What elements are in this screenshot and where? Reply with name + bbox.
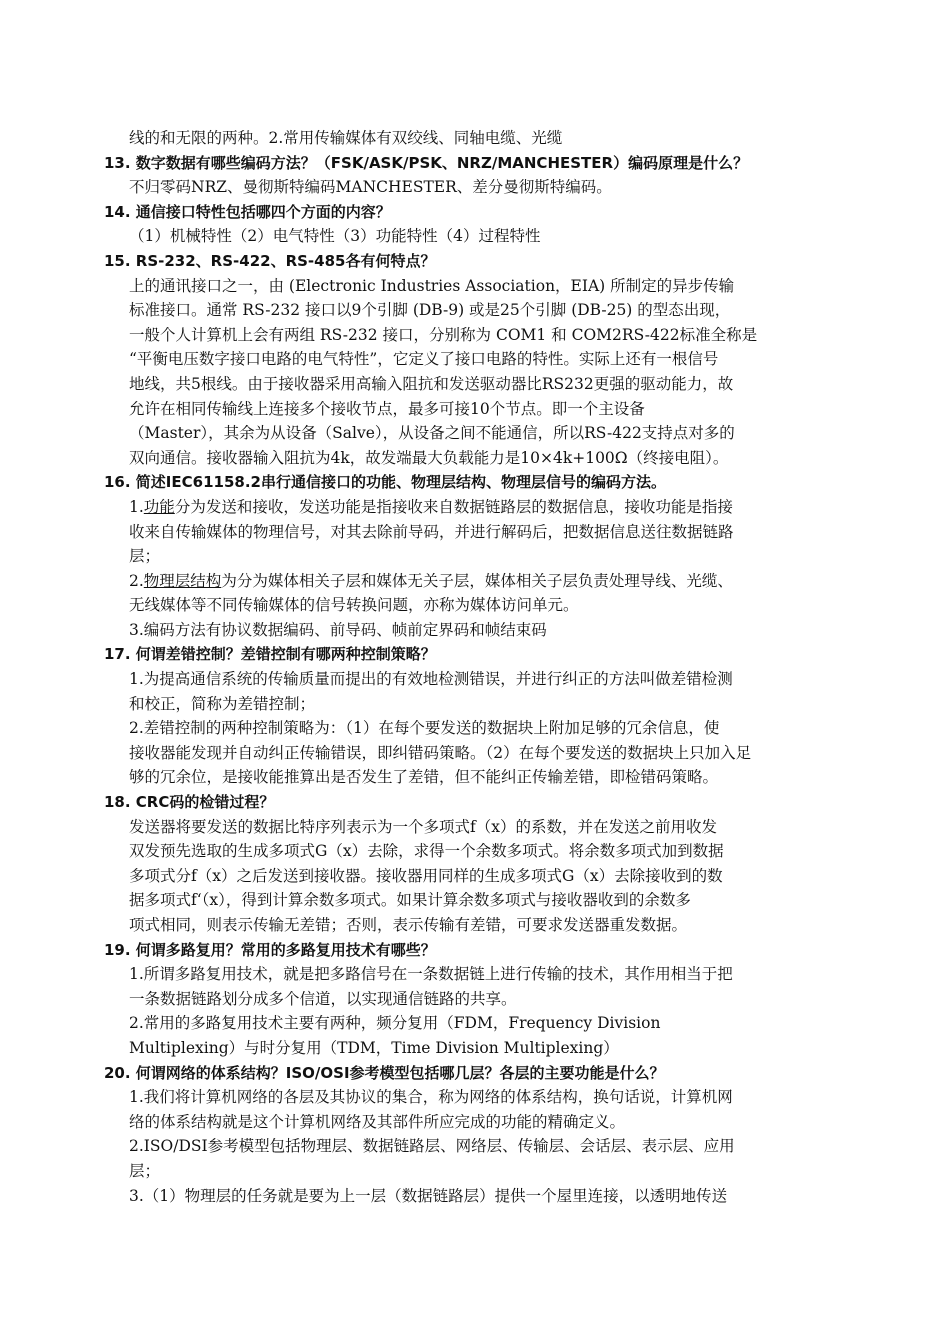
answer-line xyxy=(104,495,878,520)
answer-line: 2.差错控制的两种控制策略为：（1）在每个要发送的数据块上附加足够的冗余信息，使 xyxy=(129,719,720,738)
answer-line: 接收器能发现并自动纠正传输错误，即纠错码策略。（2）在每个要发送的数据块上只加入足 xyxy=(129,743,752,762)
answer-line: 层； xyxy=(129,1161,161,1180)
answer-line: 发送器将要发送的数据比特序列表示为一个多项式f（x）的系数，并在发送之前用收发 xyxy=(129,817,717,836)
underlined-term: 物理层结构 xyxy=(143,571,222,590)
answer-line: （Master），其余为从设备（Salve），从设备之间不能通信，所以RS-422支持点对多的 xyxy=(129,424,735,443)
document-page xyxy=(104,126,878,1208)
answer-line: 一般个人计算机上会有两组 RS-232 接口，分别称为 COM1 和 COM2RS-422标准全称是 xyxy=(129,325,758,344)
answer-line: 1.所谓多路复用技术，就是把多路信号在一条数据链上进行传输的技术，其作用相当于把 xyxy=(129,965,733,984)
answer-line: 无线媒体等不同传输媒体的信号转换问题，亦称为媒体访问单元。 xyxy=(129,596,579,615)
answer-line: 3.编码方法有协议数据编码、前导码、帧前定界码和帧结束码 xyxy=(129,620,547,639)
answer-line xyxy=(104,569,878,594)
question-heading: 17. 何谓差错控制？差错控制有哪两种控制策略？ xyxy=(104,645,436,664)
answer-line: 地线，共5根线。由于接收器采用高输入阻抗和发送驱动器比RS232更强的驱动能力，故 xyxy=(129,374,734,393)
answer-line: 上的通讯接口之一，由 (Electronic Industries Association，EIA) 所制定的异步传输 xyxy=(129,276,735,295)
answer-line: 线的和无限的两种。2.常用传输媒体有双绞线、同轴电缆、光缆 xyxy=(129,129,563,147)
answer-line: 3.（1）物理层的任务就是要为上一层（数据链路层）提供一个屋里连接，以透明地传送 xyxy=(129,1186,728,1205)
answer-line: 一条数据链路划分成多个信道，以实现通信链路的共享。 xyxy=(129,989,517,1008)
answer-line: 络的体系结构就是这个计算机网络及其部件所应完成的功能的精确定义。 xyxy=(129,1112,626,1131)
answer-line: 不归零码NRZ、曼彻斯特编码MANCHESTER、差分曼彻斯特编码。 xyxy=(129,178,612,197)
underlined-term: 功能 xyxy=(143,497,175,516)
question-heading: 20. 何谓网络的体系结构？ISO/OSI参考模型包括哪几层？各层的主要功能是什么？ xyxy=(104,1063,665,1082)
answer-line: 标准接口。通常 RS-232 接口以9个引脚 (DB-9) 或是25个引脚 (DB-25) 的型态出现， xyxy=(129,301,731,320)
answer-line: （1）机械特性（2）电气特性（3）功能特性（4）过程特性 xyxy=(129,227,541,246)
answer-line: 2.ISO/DSI参考模型包括物理层、数据链路层、网络层、传输层、会话层、表示层、应用 xyxy=(129,1137,735,1156)
answer-line: 项式相同，则表示传输无差错；否则，表示传输有差错，可要求发送器重发数据。 xyxy=(129,916,688,934)
question-heading: 15. RS-232、RS-422、RS-485各有何特点？ xyxy=(104,251,436,270)
answer-line: 允许在相同传输线上连接多个接收节点，最多可接10个节点。即一个主设备 xyxy=(129,399,645,418)
question-heading: 14. 通信接口特性包括哪四个方面的内容？ xyxy=(104,202,391,221)
item-number: 1. xyxy=(129,497,144,516)
line-text: 分为发送和接收，发送功能是指接收来自数据链路层的数据信息，接收功能是指接 xyxy=(174,497,733,516)
line-text: 为分为媒体相关子层和媒体无关子层，媒体相关子层负责处理导线、光缆、 xyxy=(221,571,733,590)
answer-line: 2.常用的多路复用技术主要有两种，频分复用（FDM，Frequency Division xyxy=(129,1014,661,1033)
answer-line: 收来自传输媒体的物理信号，对其去除前导码，并进行解码后，把数据信息送往数据链路 xyxy=(129,522,734,541)
answer-line: 据多项式f‘（x），得到计算余数多项式。如果计算余数多项式与接收器收到的余数多 xyxy=(129,891,691,910)
answer-line: “平衡电压数字接口电路的电气特性”，它定义了接口电路的特性。实际上还有一根信号 xyxy=(129,350,719,369)
answer-line: 多项式分f（x）之后发送到接收器。接收器用同样的生成多项式G（x）去除接收到的数 xyxy=(129,866,723,885)
answer-line: 层； xyxy=(129,547,161,566)
answer-line: 1.我们将计算机网络的各层及其协议的集合，称为网络的体系结构，换句话说，计算机网 xyxy=(129,1088,733,1107)
question-heading: 16. 简述IEC61158.2串行通信接口的功能、物理层结构、物理层信号的编码方法。 xyxy=(104,473,666,492)
question-heading: 13. 数字数据有哪些编码方法？（FSK/ASK/PSK、NRZ/MANCHESTER）编码原理是什么？ xyxy=(104,153,749,172)
answer-line: 够的冗余位，是接收能推算出是否发生了差错，但不能纠正传输差错，即检错码策略。 xyxy=(129,768,719,787)
question-heading: 19. 何谓多路复用？常用的多路复用技术有哪些？ xyxy=(104,940,436,959)
answer-line: Multiplexing）与时分复用（TDM，Time Division Multiplexing） xyxy=(129,1038,619,1057)
answer-line: 双向通信。接收器输入阻抗为4k，故发端最大负载能力是10×4k+100Ω（终接电阻）。 xyxy=(129,448,729,467)
item-number: 2. xyxy=(129,571,144,590)
answer-line: 1.为提高通信系统的传输质量而提出的有效地检测错误，并进行纠正的方法叫做差错检测 xyxy=(129,670,733,689)
question-heading: 18. CRC码的检错过程？ xyxy=(104,793,275,812)
answer-line: 双发预先选取的生成多项式G（x）去除，求得一个余数多项式。将余数多项式加到数据 xyxy=(129,842,724,861)
answer-line: 和校正，简称为差错控制； xyxy=(129,694,316,713)
